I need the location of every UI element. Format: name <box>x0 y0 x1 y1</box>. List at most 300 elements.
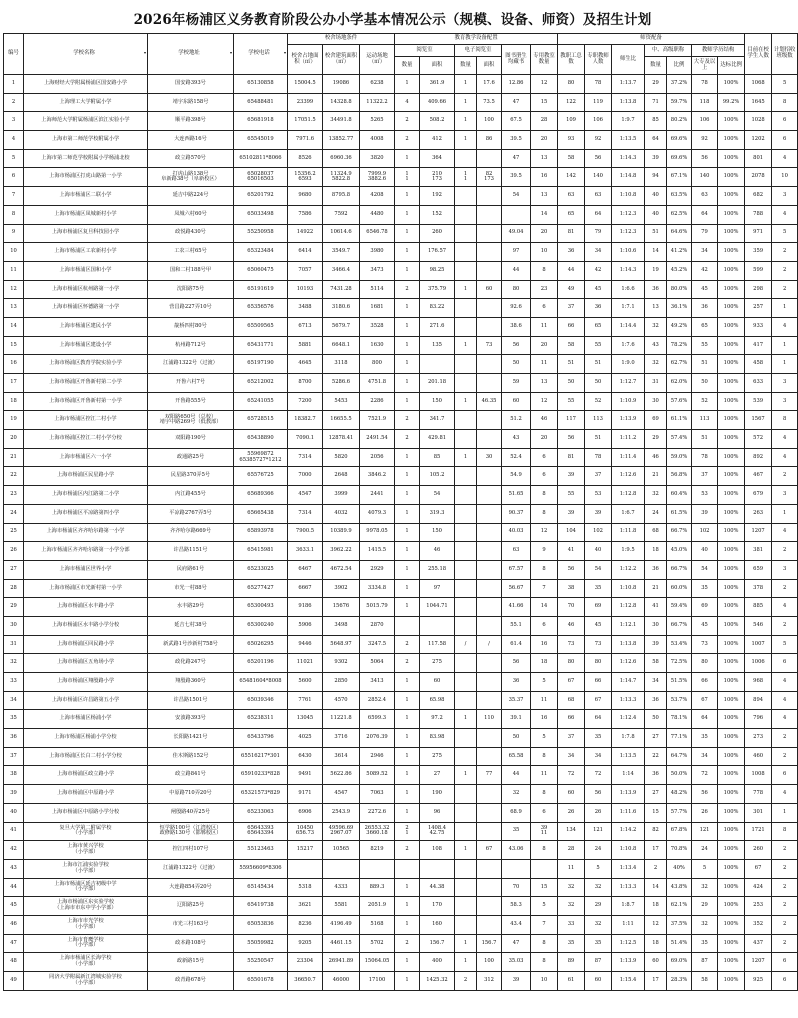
senior-ratio-cell: 80.0% <box>667 280 692 299</box>
staff-total-cell: 80 <box>558 654 585 673</box>
build-area-cell: 10389.9 <box>323 523 360 542</box>
reading-qty-cell: 1 <box>395 504 420 523</box>
plan-classes-cell: 2 <box>772 542 798 561</box>
qualified-cell: 100% <box>718 560 745 579</box>
teacher-ratio-cell: 1:12.1 <box>612 616 645 635</box>
students-cell: 437 <box>745 934 772 953</box>
row-number: 32 <box>4 654 24 673</box>
school-address: 内江路455号 <box>148 486 234 505</box>
school-name: 上海市杨浦区控江二村小学分校 <box>24 430 148 449</box>
qualified-cell: 100% <box>718 224 745 243</box>
qualified-cell: 100% <box>718 280 745 299</box>
row-number: 24 <box>4 504 24 523</box>
special-rooms-cell: 10 <box>531 972 558 991</box>
bachelor-cell: 56 <box>692 785 718 804</box>
school-address: 开鲁路555号 <box>148 392 234 411</box>
school-name: 上海市杨浦区齐齐哈尔路第一小学 <box>24 523 148 542</box>
reading-area-cell: 117.58 <box>420 635 455 654</box>
table-row <box>4 747 798 766</box>
special-rooms-cell: 20 <box>531 430 558 449</box>
sport-area-cell: 1681 <box>360 299 395 318</box>
teacher-ratio-cell: 1:11.4 <box>612 448 645 467</box>
students-cell: 273 <box>745 729 772 748</box>
school-address: 控江四村107号 <box>148 841 234 860</box>
students-cell: 1008 <box>745 766 772 785</box>
row-number: 36 <box>4 729 24 748</box>
e-reading-qty-cell <box>455 504 477 523</box>
site-area-cell: 8526 <box>288 149 323 168</box>
students-cell: 424 <box>745 878 772 897</box>
bachelor-cell: 64 <box>692 710 718 729</box>
senior-count-cell: 2 <box>645 859 667 878</box>
reading-qty-cell: 2 1 <box>395 822 420 841</box>
senior-count-cell: 14 <box>645 878 667 897</box>
build-area-cell: 12878.41 <box>323 430 360 449</box>
school-address: 国和二村188号甲 <box>148 261 234 280</box>
teacher-ratio-cell: 1:12.5 <box>612 934 645 953</box>
full-teachers-cell: 66 <box>585 673 612 692</box>
bachelor-cell: 34 <box>692 747 718 766</box>
students-cell: 298 <box>745 280 772 299</box>
full-teachers-cell: 52 <box>585 392 612 411</box>
school-name: 上海市杨浦区开鲁新村第一小学 <box>24 392 148 411</box>
staff-total-cell: 56 <box>558 430 585 449</box>
full-teachers-cell: 45 <box>585 280 612 299</box>
school-name: 上海市杨浦区平凉路第四小学 <box>24 504 148 523</box>
bachelor-cell: 106 <box>692 112 718 131</box>
special-rooms-cell: 20 <box>531 131 558 150</box>
build-area-cell: 6960.36 <box>323 149 360 168</box>
qualified-cell: 100% <box>718 336 745 355</box>
header-address[interactable]: 学校地址 ▾ <box>148 34 234 75</box>
school-name: 上海市杨浦区国和小学 <box>24 261 148 280</box>
school-address: 翔殷路360号 <box>148 673 234 692</box>
senior-count-cell: 60 <box>645 953 667 972</box>
e-reading-qty-cell: / <box>455 635 477 654</box>
e-reading-area-cell: 60 <box>477 280 502 299</box>
e-reading-qty-cell <box>455 374 477 393</box>
site-area-cell: 8700 <box>288 374 323 393</box>
e-reading-area-cell <box>477 411 502 430</box>
students-cell: 971 <box>745 224 772 243</box>
table-row <box>4 822 798 841</box>
senior-count-cell: 39 <box>645 149 667 168</box>
senior-count-cell: 32 <box>645 317 667 336</box>
site-area-cell: 4025 <box>288 729 323 748</box>
reading-area-cell: 156.7 <box>420 934 455 953</box>
books-per-cell: 43.4 <box>502 915 531 934</box>
students-cell: 467 <box>745 467 772 486</box>
senior-count-cell: 15 <box>645 803 667 822</box>
e-reading-area-cell <box>477 374 502 393</box>
school-phone: 65102811*8066 <box>234 149 288 168</box>
build-area-cell: 4461.15 <box>323 934 360 953</box>
qualified-cell: 100% <box>718 411 745 430</box>
school-address: 靛桥四村80号 <box>148 317 234 336</box>
senior-ratio-cell: 59.7% <box>667 93 692 112</box>
school-phone: 65212002 <box>234 374 288 393</box>
teacher-ratio-cell: 1:7.1 <box>612 299 645 318</box>
site-area-cell: 6667 <box>288 579 323 598</box>
qualified-cell: 100% <box>718 112 745 131</box>
e-reading-qty-cell <box>455 915 477 934</box>
sport-area-cell: 2056 <box>360 448 395 467</box>
full-teachers-cell: 106 <box>585 112 612 131</box>
bachelor-cell: 40 <box>692 542 718 561</box>
senior-ratio-cell: 37.5% <box>667 915 692 934</box>
build-area-cell: 3118 <box>323 355 360 374</box>
senior-ratio-cell: 77.1% <box>667 729 692 748</box>
senior-count-cell: 21 <box>645 467 667 486</box>
header-teacher-ratio: 师生比 <box>612 45 645 75</box>
books-per-cell: 47 <box>502 149 531 168</box>
full-teachers-cell: 87 <box>585 953 612 972</box>
senior-count-cell: 85 <box>645 112 667 131</box>
reading-qty-cell: 2 <box>395 934 420 953</box>
students-cell: 458 <box>745 355 772 374</box>
row-number: 43 <box>4 859 24 878</box>
plan-classes-cell: 6 <box>772 131 798 150</box>
staff-total-cell: 41 <box>558 542 585 561</box>
plan-classes-cell: 2 <box>772 467 798 486</box>
qualified-cell: 100% <box>718 504 745 523</box>
staff-total-cell: 39 <box>558 467 585 486</box>
row-number: 31 <box>4 635 24 654</box>
staff-total-cell: 55 <box>558 392 585 411</box>
school-address: 民星路370弄5号 <box>148 467 234 486</box>
reading-area-cell: 96 <box>420 803 455 822</box>
reading-qty-cell: 1 <box>395 803 420 822</box>
full-teachers-cell: 34 <box>585 243 612 262</box>
full-teachers-cell: 34 <box>585 747 612 766</box>
reading-qty-cell: 1 <box>395 691 420 710</box>
bachelor-cell: 113 <box>692 411 718 430</box>
teacher-ratio-cell: 1:13.7 <box>612 75 645 94</box>
books-per-cell: 32 <box>502 785 531 804</box>
senior-ratio-cell: 78.1% <box>667 710 692 729</box>
e-reading-area-cell <box>477 187 502 206</box>
teacher-ratio-cell: 1:11 <box>612 915 645 934</box>
bachelor-cell: 32 <box>692 878 718 897</box>
reading-qty-cell: 1 <box>395 224 420 243</box>
plan-classes-cell: 4 <box>772 317 798 336</box>
school-phone: 65501678 <box>234 972 288 991</box>
bachelor-cell: 63 <box>692 187 718 206</box>
senior-ratio-cell: 60.0% <box>667 579 692 598</box>
sport-area-cell: 7521.9 <box>360 411 395 430</box>
reading-qty-cell: 2 <box>395 131 420 150</box>
e-reading-qty-cell: 1 1 <box>455 168 477 187</box>
reading-area-cell: 27 <box>420 766 455 785</box>
sport-area-cell: 4079.3 <box>360 504 395 523</box>
school-phone: 65197190 <box>234 355 288 374</box>
special-rooms-cell: 11 <box>531 355 558 374</box>
table-row <box>4 729 798 748</box>
senior-ratio-cell: 80.2% <box>667 112 692 131</box>
site-area-cell: 23399 <box>288 93 323 112</box>
e-reading-qty-cell: 1 <box>455 448 477 467</box>
row-number: 12 <box>4 280 24 299</box>
reading-qty-cell: 1 <box>395 336 420 355</box>
e-reading-qty-cell: 1 <box>455 841 477 860</box>
e-reading-qty-cell <box>455 486 477 505</box>
e-reading-qty-cell <box>455 224 477 243</box>
students-cell: 599 <box>745 261 772 280</box>
plan-classes-cell: 2 <box>772 616 798 635</box>
school-phone: 65433796 <box>234 729 288 748</box>
teacher-ratio-cell: 1:11.6 <box>612 803 645 822</box>
students-cell: 894 <box>745 691 772 710</box>
plan-classes-cell: 2 <box>772 729 798 748</box>
build-area-cell: 3999 <box>323 486 360 505</box>
reading-area-cell: 271.6 <box>420 317 455 336</box>
students-cell: 1028 <box>745 112 772 131</box>
staff-total-cell: 60 <box>558 785 585 804</box>
students-cell: 633 <box>745 374 772 393</box>
sport-area-cell: 2929 <box>360 560 395 579</box>
books-per-cell: 56 <box>502 654 531 673</box>
e-reading-qty-cell <box>455 317 477 336</box>
staff-total-cell: 32 <box>558 878 585 897</box>
bachelor-cell: 65 <box>692 317 718 336</box>
students-cell: 460 <box>745 747 772 766</box>
table-row <box>4 972 798 991</box>
full-teachers-cell: 37 <box>585 467 612 486</box>
sport-area-cell: 5064 <box>360 654 395 673</box>
header-qualified: 达标比例 <box>718 57 745 75</box>
e-reading-qty-cell <box>455 542 477 561</box>
students-cell: 1202 <box>745 131 772 150</box>
qualified-cell: 100% <box>718 261 745 280</box>
bachelor-cell: 51 <box>692 430 718 449</box>
special-rooms-cell: 28 <box>531 112 558 131</box>
school-address: 佳木斯路152号 <box>148 747 234 766</box>
staff-total-cell: 11 <box>558 859 585 878</box>
reading-area-cell: 192 <box>420 187 455 206</box>
full-teachers-cell: 39 <box>585 504 612 523</box>
school-name: 上海市杨浦区五角场小学 <box>24 654 148 673</box>
students-cell: 67 <box>745 859 772 878</box>
reading-area-cell: 60 <box>420 673 455 692</box>
site-area-cell: 9680 <box>288 187 323 206</box>
students-cell: 2078 <box>745 168 772 187</box>
bachelor-cell: 37 <box>692 467 718 486</box>
school-phone: 65033498 <box>234 205 288 224</box>
full-teachers-cell: 32 <box>585 915 612 934</box>
school-name: 上海市杨浦区复旦科技园小学 <box>24 224 148 243</box>
books-per-cell: 36 <box>502 673 531 692</box>
table-row <box>4 915 798 934</box>
e-reading-area-cell <box>477 616 502 635</box>
sport-area-cell: 2051.9 <box>360 897 395 916</box>
school-phone: 65516217*301 <box>234 747 288 766</box>
school-phone: 65145434 <box>234 878 288 897</box>
school-phone: 65060475 <box>234 261 288 280</box>
plan-classes-cell: 4 <box>772 205 798 224</box>
table-row <box>4 859 798 878</box>
qualified-cell: 100% <box>718 766 745 785</box>
table-row <box>4 374 798 393</box>
staff-total-cell: 44 <box>558 261 585 280</box>
bachelor-cell: 92 <box>692 131 718 150</box>
row-number: 46 <box>4 915 24 934</box>
senior-count-cell: 51 <box>645 224 667 243</box>
teacher-ratio-cell: 1:13.8 <box>612 635 645 654</box>
full-teachers-cell: 64 <box>585 710 612 729</box>
senior-ratio-cell: 56.8% <box>667 467 692 486</box>
senior-count-cell: 27 <box>645 785 667 804</box>
school-name: 上海市育鹰学校 （小学部） <box>24 934 148 953</box>
full-teachers-cell: 5 <box>585 859 612 878</box>
special-rooms-cell: 12 <box>531 523 558 542</box>
sport-area-cell: 2076.39 <box>360 729 395 748</box>
staff-total-cell: 72 <box>558 766 585 785</box>
plan-classes-cell: 2 <box>772 280 798 299</box>
senior-count-cell: 34 <box>645 673 667 692</box>
books-per-cell: 12.86 <box>502 75 531 94</box>
special-rooms-cell: 15 <box>531 878 558 897</box>
school-address: 政青路678号 <box>148 972 234 991</box>
senior-ratio-cell: 49.2% <box>667 317 692 336</box>
school-name: 上海市杨浦区杨浦小学 <box>24 710 148 729</box>
table-row <box>4 785 798 804</box>
header-senior-ratio: 比例 <box>667 57 692 75</box>
students-cell: 539 <box>745 392 772 411</box>
senior-count-cell: 71 <box>645 93 667 112</box>
school-address: 许昌路1151号 <box>148 542 234 561</box>
full-teachers-cell: 29 <box>585 897 612 916</box>
plan-classes-cell: 8 <box>772 93 798 112</box>
school-phone: 65028037 65016503 <box>234 168 288 187</box>
e-reading-area-cell <box>477 430 502 449</box>
full-teachers-cell: 119 <box>585 93 612 112</box>
school-address: 市光三村163号 <box>148 915 234 934</box>
school-name: 上海市杨浦区东实验学校 （上海市市东中学小学部） <box>24 897 148 916</box>
teacher-ratio-cell: 1:13.8 <box>612 93 645 112</box>
build-area-cell: 3180.6 <box>323 299 360 318</box>
school-address: 大连西路16号 <box>148 131 234 150</box>
teacher-ratio-cell: 1:12.3 <box>612 205 645 224</box>
reading-qty-cell: 1 <box>395 299 420 318</box>
qualified-cell: 100% <box>718 243 745 262</box>
sport-area-cell: 6546.78 <box>360 224 395 243</box>
build-area-cell: 5648.97 <box>323 635 360 654</box>
row-number: 7 <box>4 187 24 206</box>
students-cell: 352 <box>745 915 772 934</box>
senior-count-cell: 24 <box>645 504 667 523</box>
header-phone[interactable]: 学校电话 ▾ <box>234 34 288 75</box>
staff-total-cell: 61 <box>558 972 585 991</box>
books-per-cell: 50 <box>502 729 531 748</box>
senior-ratio-cell: 53.4% <box>667 635 692 654</box>
school-address: 政新路15号 <box>148 953 234 972</box>
students-cell: 359 <box>745 243 772 262</box>
site-area-cell: 7314 <box>288 504 323 523</box>
reading-area-cell: 255.18 <box>420 560 455 579</box>
build-area-cell <box>323 859 360 878</box>
reading-qty-cell: 1 <box>395 467 420 486</box>
senior-ratio-cell: 61.1% <box>667 411 692 430</box>
reading-area-cell: 260 <box>420 224 455 243</box>
reading-area-cell: 108 <box>420 841 455 860</box>
e-reading-qty-cell: 1 <box>455 953 477 972</box>
full-teachers-cell: 32 <box>585 878 612 897</box>
sport-area-cell: 3528 <box>360 317 395 336</box>
teacher-ratio-cell: 1:8.7 <box>612 897 645 916</box>
full-teachers-cell: 78 <box>585 75 612 94</box>
plan-classes-cell: 6 <box>772 112 798 131</box>
sport-area-cell: 3334.8 <box>360 579 395 598</box>
sport-area-cell: 26553.32 3660.18 <box>360 822 395 841</box>
teacher-ratio-cell: 1:13.5 <box>612 131 645 150</box>
row-number: 11 <box>4 261 24 280</box>
site-area-cell: 15356.2 6593 <box>288 168 323 187</box>
senior-ratio-cell: 36.1% <box>667 299 692 318</box>
reading-qty-cell: 1 <box>395 205 420 224</box>
header-site-group: 校舍场地条件 <box>288 34 395 45</box>
senior-count-cell: 18 <box>645 897 667 916</box>
site-area-cell: 9186 <box>288 598 323 617</box>
school-address: 新武路1号沙新村758号 <box>148 635 234 654</box>
e-reading-qty-cell <box>455 149 477 168</box>
bachelor-cell: 72 <box>692 766 718 785</box>
school-phone: 65576725 <box>234 467 288 486</box>
teacher-ratio-cell: 1:13.3 <box>612 878 645 897</box>
special-rooms-cell <box>531 859 558 878</box>
header-school[interactable]: 学校名称 ▾ <box>24 34 148 75</box>
senior-ratio-cell: 66.7% <box>667 616 692 635</box>
teacher-ratio-cell: 1:13.3 <box>612 691 645 710</box>
special-rooms-cell: 14 <box>531 598 558 617</box>
build-area-cell: 2543.9 <box>323 803 360 822</box>
senior-ratio-cell: 69.6% <box>667 149 692 168</box>
plan-classes-cell: 4 <box>772 710 798 729</box>
e-reading-area-cell <box>477 486 502 505</box>
senior-count-cell: 82 <box>645 822 667 841</box>
table-row <box>4 542 798 561</box>
sport-area-cell: 7999.9 3882.6 <box>360 168 395 187</box>
reading-area-cell: 412 <box>420 131 455 150</box>
senior-count-cell: 27 <box>645 729 667 748</box>
sport-area-cell: 800 <box>360 355 395 374</box>
books-per-cell: 70 <box>502 878 531 897</box>
site-area-cell: 7200 <box>288 392 323 411</box>
site-area-cell: 15217 <box>288 841 323 860</box>
build-area-cell: 4570 <box>323 691 360 710</box>
school-phone: 65419738 <box>234 897 288 916</box>
books-per-cell: 43 <box>502 430 531 449</box>
site-area-cell: 13045 <box>288 710 323 729</box>
school-phone: 55956609*8306 <box>234 859 288 878</box>
e-reading-area-cell <box>477 859 502 878</box>
site-area-cell: 7314 <box>288 448 323 467</box>
senior-ratio-cell: 70.8% <box>667 841 692 860</box>
reading-area-cell: 152 <box>420 205 455 224</box>
row-number: 23 <box>4 486 24 505</box>
senior-count-cell: 64 <box>645 131 667 150</box>
students-cell: 257 <box>745 299 772 318</box>
reading-qty-cell: 1 <box>395 673 420 692</box>
site-area-cell: 10193 <box>288 280 323 299</box>
full-teachers-cell: 54 <box>585 560 612 579</box>
teacher-ratio-cell: 1:6.6 <box>612 280 645 299</box>
students-cell: 933 <box>745 317 772 336</box>
e-reading-qty-cell: 1 <box>455 93 477 112</box>
senior-count-cell: 50 <box>645 710 667 729</box>
books-per-cell: 39.1 <box>502 710 531 729</box>
qualified-cell: 100% <box>718 131 745 150</box>
students-cell: 892 <box>745 448 772 467</box>
